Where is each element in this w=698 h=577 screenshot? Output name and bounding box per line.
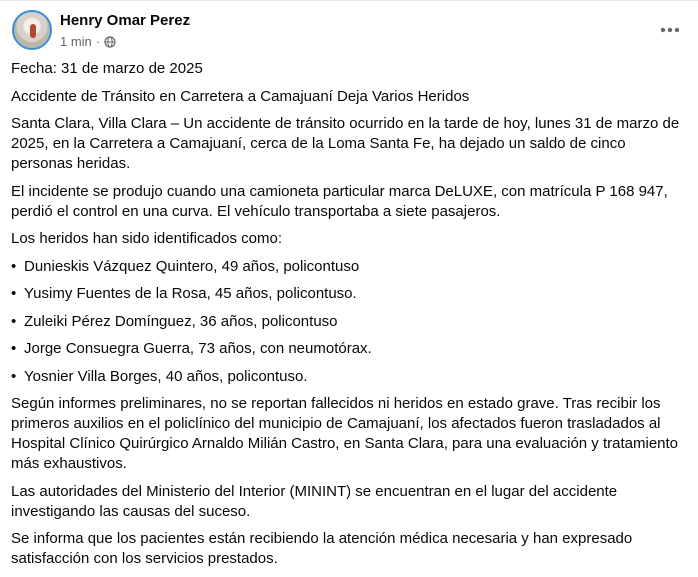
more-options-icon [660, 20, 680, 38]
post-paragraph: Según informes preliminares, no se reportan fallecidos ni heridos en estado grave. Tras recibir los primeros auxilios en el policlínico del municipio de Camajuaní, los afectados fueron trasladados al Hospital Clínico Quirúrgico Arnaldo Milián Castro, en Santa Clara, para una evaluación y tratamiento más exhaustivos. [11, 395, 679, 472]
post-timestamp[interactable]: 1 min [60, 33, 92, 49]
globe-icon[interactable] [104, 36, 116, 48]
author-name[interactable]: Henry Omar Perez [60, 11, 191, 29]
list-item: • Dunieskis Vázquez Quintero, 49 años, policontuso [11, 257, 691, 277]
post-header [12, 10, 190, 50]
post-paragraph: Los heridos han sido identificados como: [11, 230, 282, 247]
list-item: • Zuleiki Pérez Domínguez, 36 años, policontuso [11, 312, 691, 332]
separator-dot: · [95, 33, 101, 49]
more-options-button[interactable] [652, 15, 688, 43]
post-paragraph: El incidente se produjo cuando una camioneta particular marca DeLUXE, con matrícula P 168 947, perdió el control en una curva. El vehículo transportaba a siete pasajeros. [11, 182, 668, 220]
post-paragraph: Las autoridades del Ministerio del Interior (MININT) se encuentran en el lugar del accidente investigando las causas del suceso. [11, 482, 618, 520]
post-meta [60, 11, 190, 50]
post-paragraph: Santa Clara, Villa Clara – Un accidente de tránsito ocurrido en la tarde de hoy, lunes 31 de marzo de 2025, en la Carretera a Camajuaní, cerca de la Loma Santa Fe, ha dejado un saldo de cinco personas heridas. [11, 115, 680, 172]
post-subline [60, 34, 190, 50]
post-body [11, 59, 691, 577]
list-item: • Yosnier Villa Borges, 40 años, policontuso. [11, 367, 691, 387]
list-item: • Jorge Consuegra Guerra, 73 años, con neumotórax. [11, 339, 691, 359]
list-item: • Yusimy Fuentes de la Rosa, 45 años, policontuso. [11, 284, 691, 304]
post-paragraph: Accidente de Tránsito en Carretera a Camajuaní Deja Varios Heridos [11, 87, 470, 105]
avatar[interactable] [12, 10, 52, 50]
post-paragraph: Fecha: 31 de marzo de 2025 [11, 60, 203, 77]
post-paragraph: Se informa que los pacientes están recibiendo la atención médica necesaria y han expresado satisfacción con los servicios prestados. [11, 530, 633, 567]
injured-list [11, 257, 691, 387]
